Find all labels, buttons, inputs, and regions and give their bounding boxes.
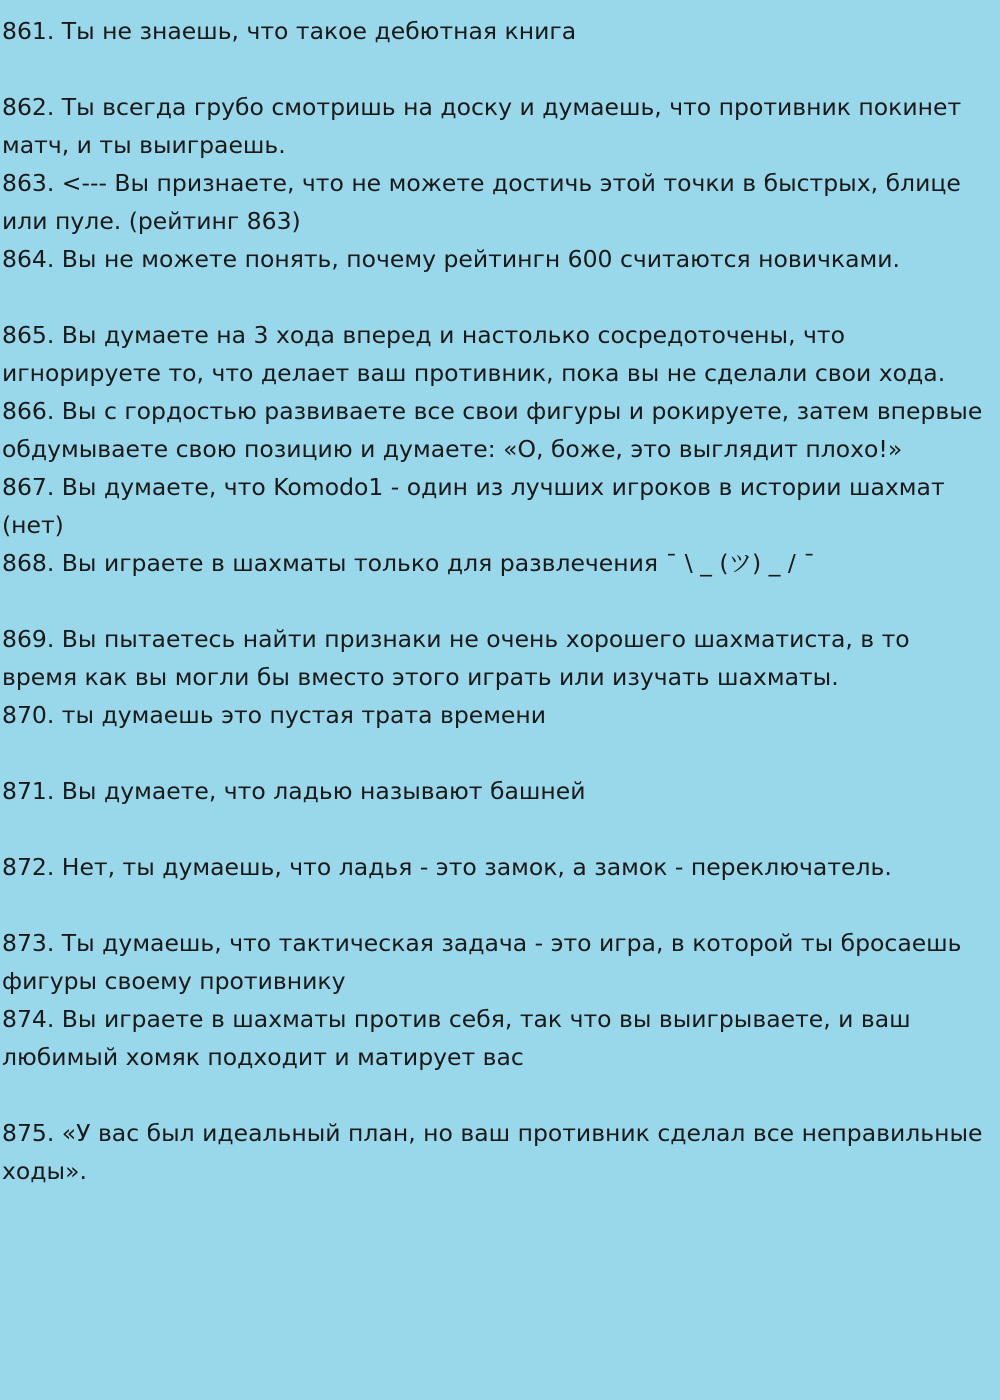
list-item: 874. Вы играете в шахматы против себя, так что вы выигрываете, и ваш любимый хомяк подходит и матирует вас	[2, 1005, 911, 1071]
list-item: 869. Вы пытаетесь найти признаки не очень хорошего шахматиста, в то время как вы могли бы вместо этого играть или изучать шахматы.	[2, 625, 910, 691]
item-list	[2, 12, 992, 1190]
list-item: 875. «У вас был идеальный план, но ваш противник сделал все неправильные ходы».	[2, 1119, 983, 1185]
list-item: 870. ты думаешь это пустая трата времени	[2, 701, 547, 729]
list-item: 868. Вы играете в шахматы только для развлечения ¯ \ _ (ツ) _ / ¯	[2, 549, 815, 577]
list-item: 861. Ты не знаешь, что такое дебютная книга	[2, 17, 577, 45]
list-item: 862. Ты всегда грубо смотришь на доску и думаешь, что противник покинет матч, и ты выиграешь.	[2, 93, 962, 159]
list-item: 873. Ты думаешь, что тактическая задача - это игра, в которой ты бросаешь фигуры своему противнику	[2, 929, 962, 995]
list-item: 866. Вы с гордостью развиваете все свои фигуры и рокируете, затем впервые обдумываете свою позицию и думаете: «О, боже, это выглядит плохо!»	[2, 397, 983, 463]
list-item: 863. <--- Вы признаете, что не можете достичь этой точки в быстрых, блице или пуле. (рейтинг 863)	[2, 169, 961, 235]
list-item: 865. Вы думаете на 3 хода вперед и настолько сосредоточены, что игнорируете то, что делает ваш противник, пока вы не сделали свои хода.	[2, 321, 946, 387]
list-item: 871. Вы думаете, что ладью называют башней	[2, 777, 586, 805]
list-item: 864. Вы не можете понять, почему рейтингн 600 считаются новичками.	[2, 245, 900, 273]
list-item: 872. Нет, ты думаешь, что ладья - это замок, а замок - переключатель.	[2, 853, 892, 881]
list-item: 867. Вы думаете, что Komodo1 - один из лучших игроков в истории шахмат (нет)	[2, 473, 945, 539]
